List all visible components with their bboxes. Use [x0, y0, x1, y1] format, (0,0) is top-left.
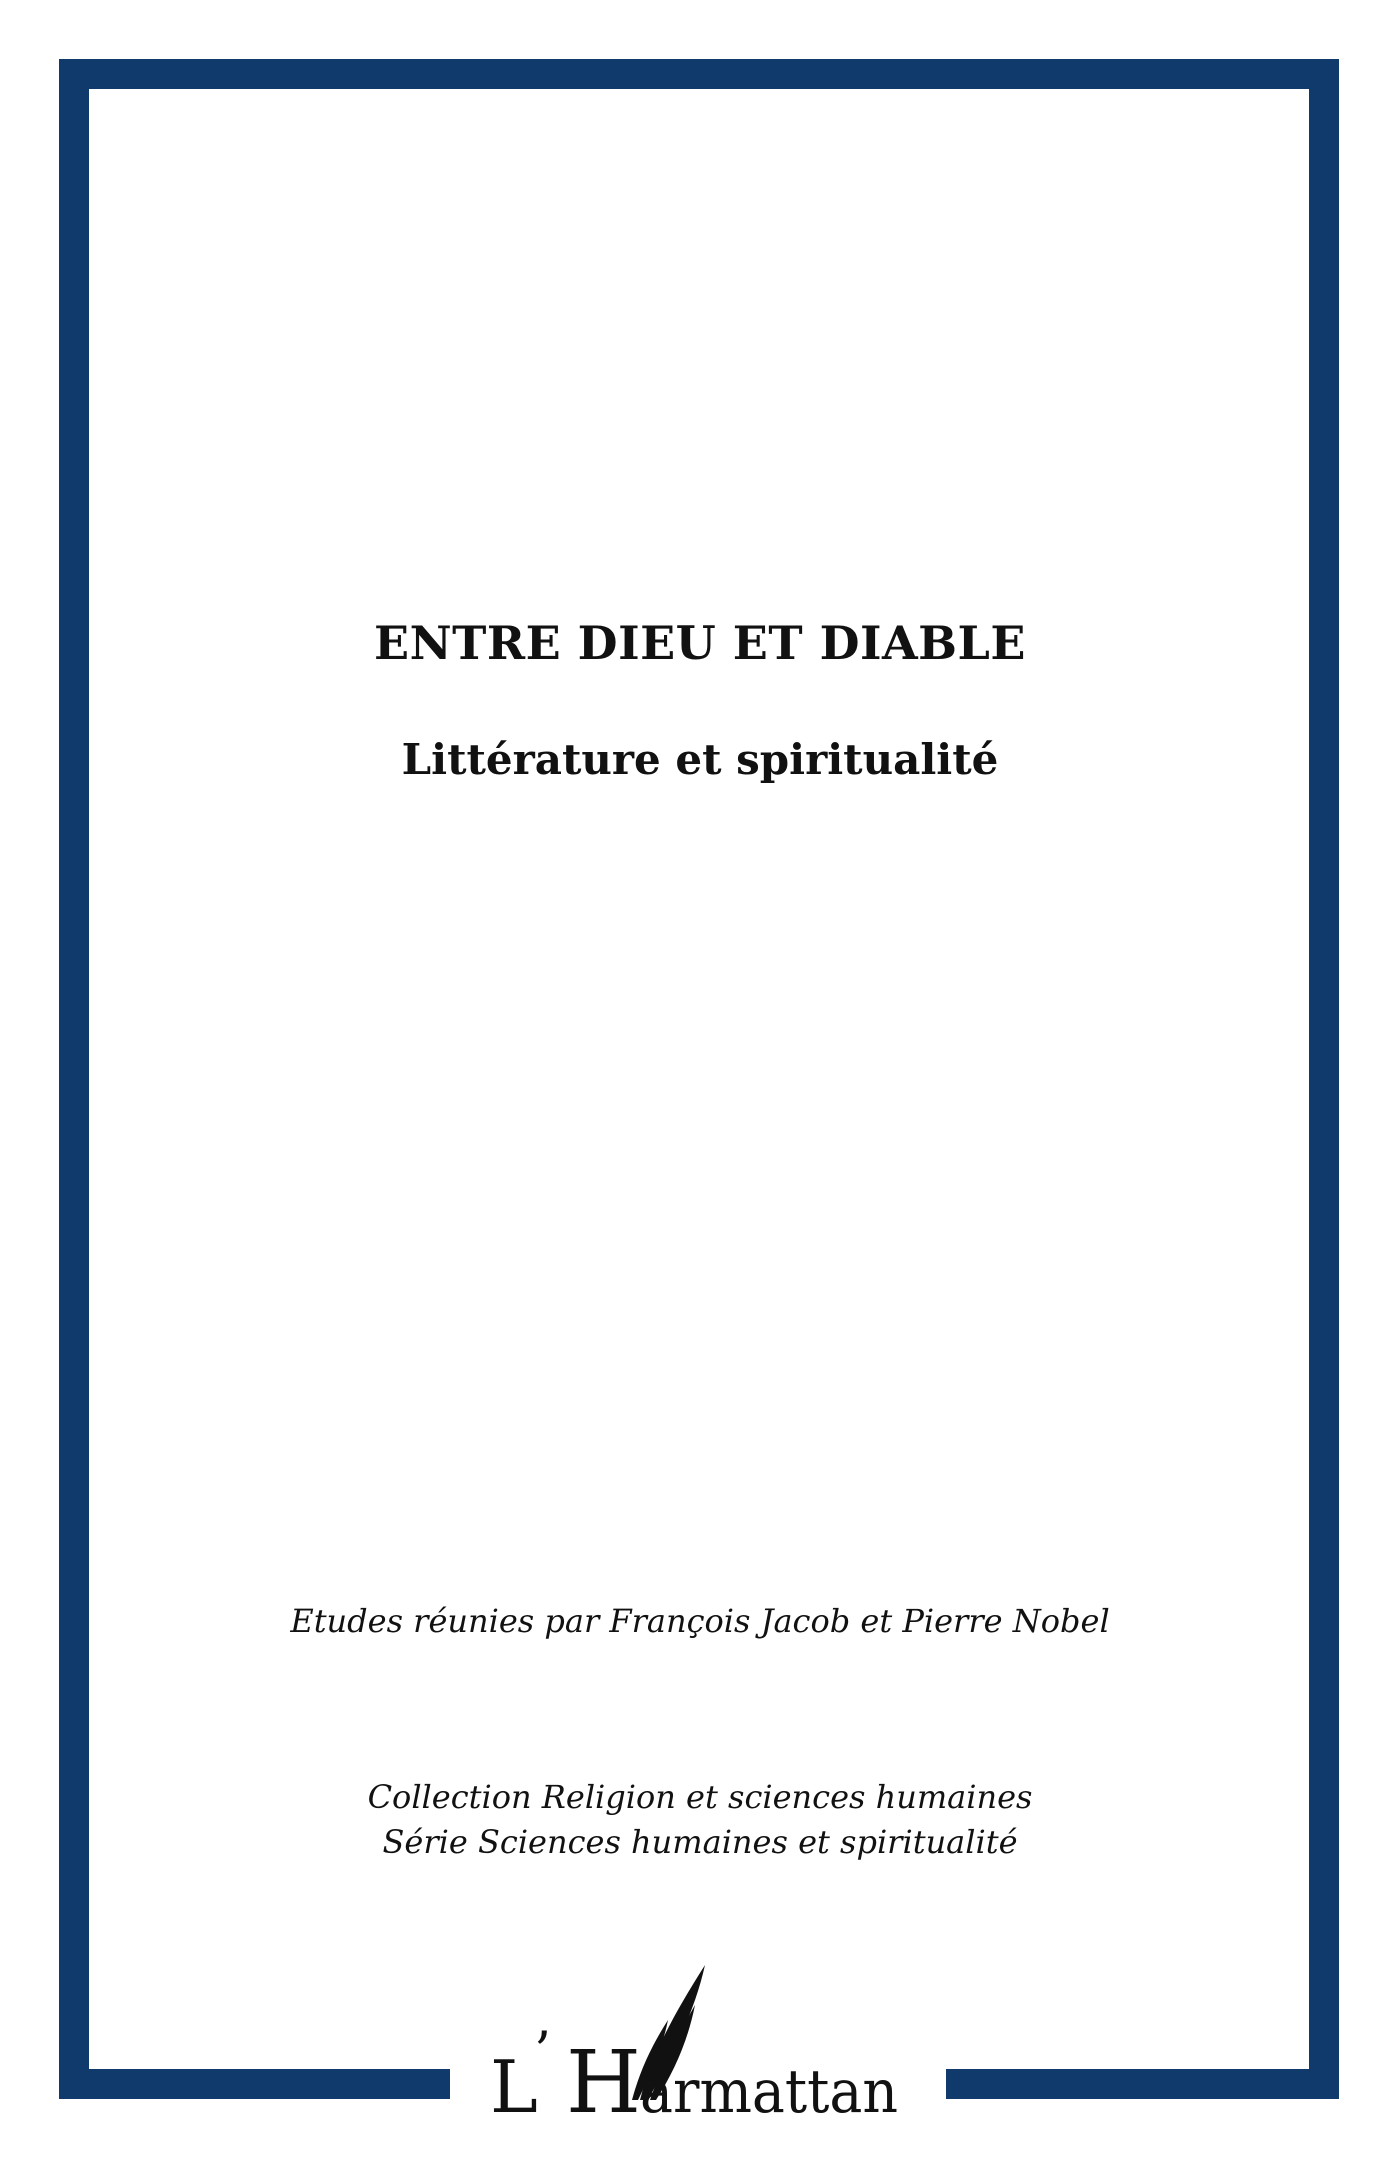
frame-border-bottom-left	[59, 2069, 450, 2099]
collection-block	[0, 1775, 1400, 1865]
book-subtitle: Littérature et spiritualité	[401, 735, 999, 784]
collection-line: Collection Religion et sciences humaines	[367, 1778, 1033, 1816]
book-title: ENTRE DIEU ET DIABLE	[374, 616, 1026, 670]
frame-border-top	[59, 59, 1339, 89]
frame-border-bottom-right	[946, 2069, 1339, 2099]
svg-text:armattan: armattan	[640, 2057, 898, 2127]
editors-line: Etudes réunies par François Jacob et Pierre Nobel	[290, 1602, 1110, 1640]
svg-text:L: L	[490, 2045, 538, 2129]
svg-text:H: H	[566, 2033, 641, 2130]
series-line: Série Sciences humaines et spiritualité	[382, 1823, 1018, 1861]
svg-text:’: ’	[534, 2020, 552, 2083]
publisher-logo	[490, 1950, 910, 2130]
